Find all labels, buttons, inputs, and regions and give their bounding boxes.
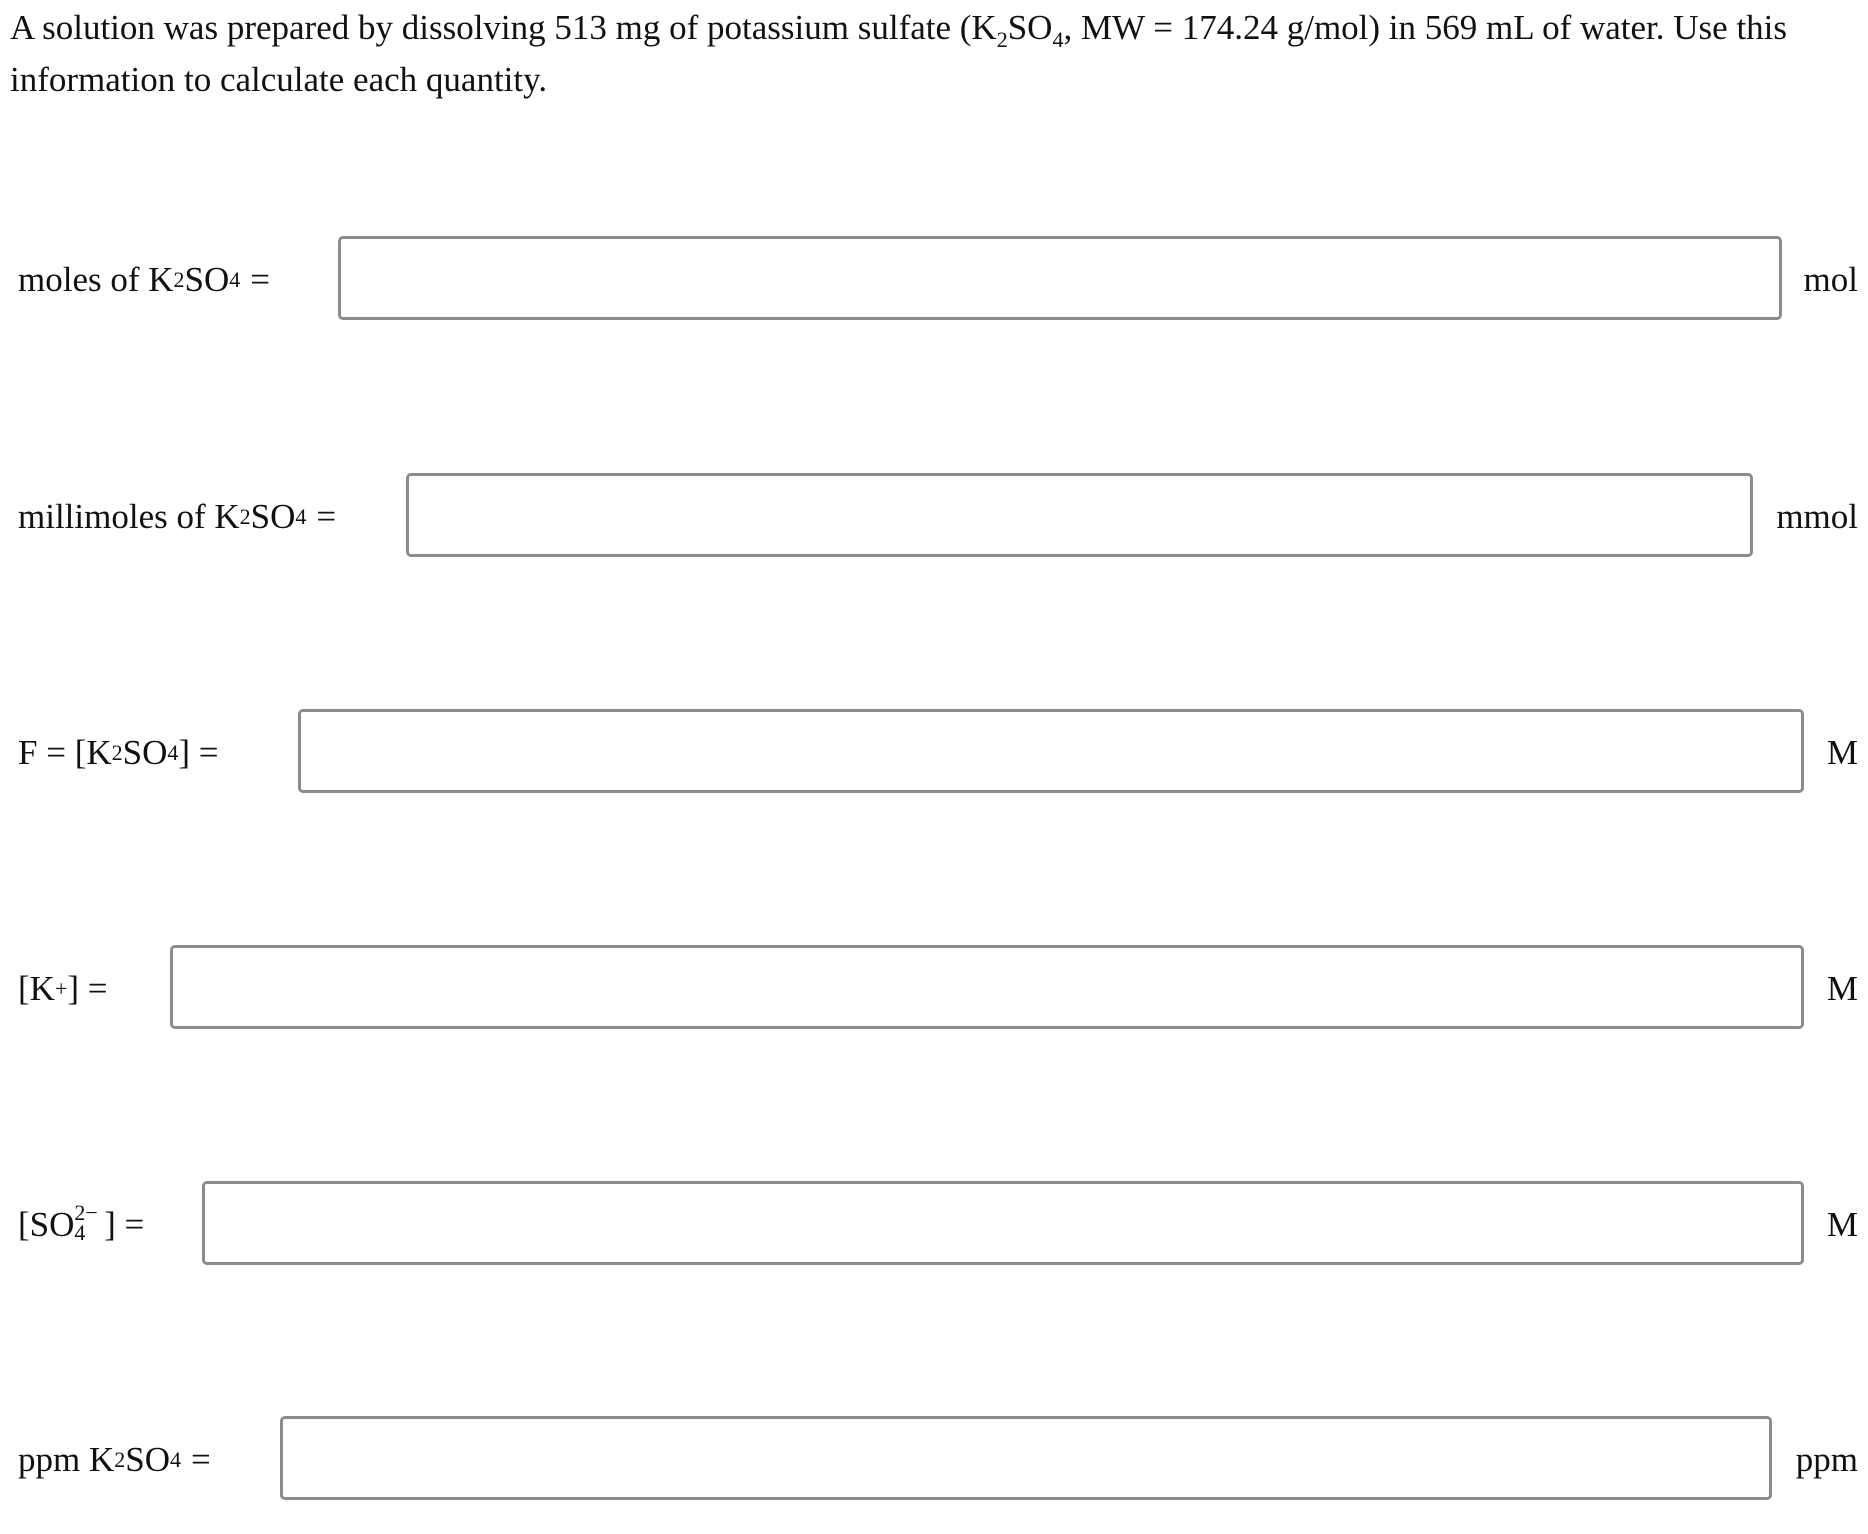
sulfate-concentration-row [18,1181,1858,1269]
sulfate-concentration-unit: M [1826,1205,1858,1244]
moles-input[interactable] [338,236,1782,320]
sulfate-concentration-input[interactable] [202,1181,1804,1265]
potassium-concentration-label: [K + ] = [18,969,108,1008]
formal-concentration-label: F = [K 2 SO 4 ] = [18,733,219,772]
sulfate-concentration-label: [SO 2− 4 ] = [18,1199,145,1245]
millimoles-label: millimoles of K 2 SO 4 = [18,497,337,536]
millimoles-input[interactable] [406,473,1753,557]
moles-row [18,236,1858,324]
moles-unit: mol [1803,260,1858,299]
moles-label: moles of K 2 SO 4 = [18,260,271,299]
ppm-input[interactable] [280,1416,1772,1500]
formal-concentration-input[interactable] [298,709,1804,793]
potassium-concentration-unit: M [1826,969,1858,1008]
formal-concentration-row [18,709,1858,797]
ppm-row [18,1416,1858,1504]
millimoles-unit: mmol [1776,497,1858,536]
problem-statement: A solution was prepared by dissolving 513 mg of potassium sulfate ($K_2SO_4$, MW = 174.24 g/mol) in 569 mL of water. Use this information to calculate each quantity. [10,8,1788,99]
ppm-label: ppm K 2 SO 4 = [18,1440,211,1479]
potassium-concentration-row [18,945,1858,1033]
potassium-concentration-input[interactable] [170,945,1804,1029]
formal-concentration-unit: M [1826,733,1858,772]
ppm-unit: ppm [1795,1440,1858,1479]
millimoles-row [18,473,1858,561]
